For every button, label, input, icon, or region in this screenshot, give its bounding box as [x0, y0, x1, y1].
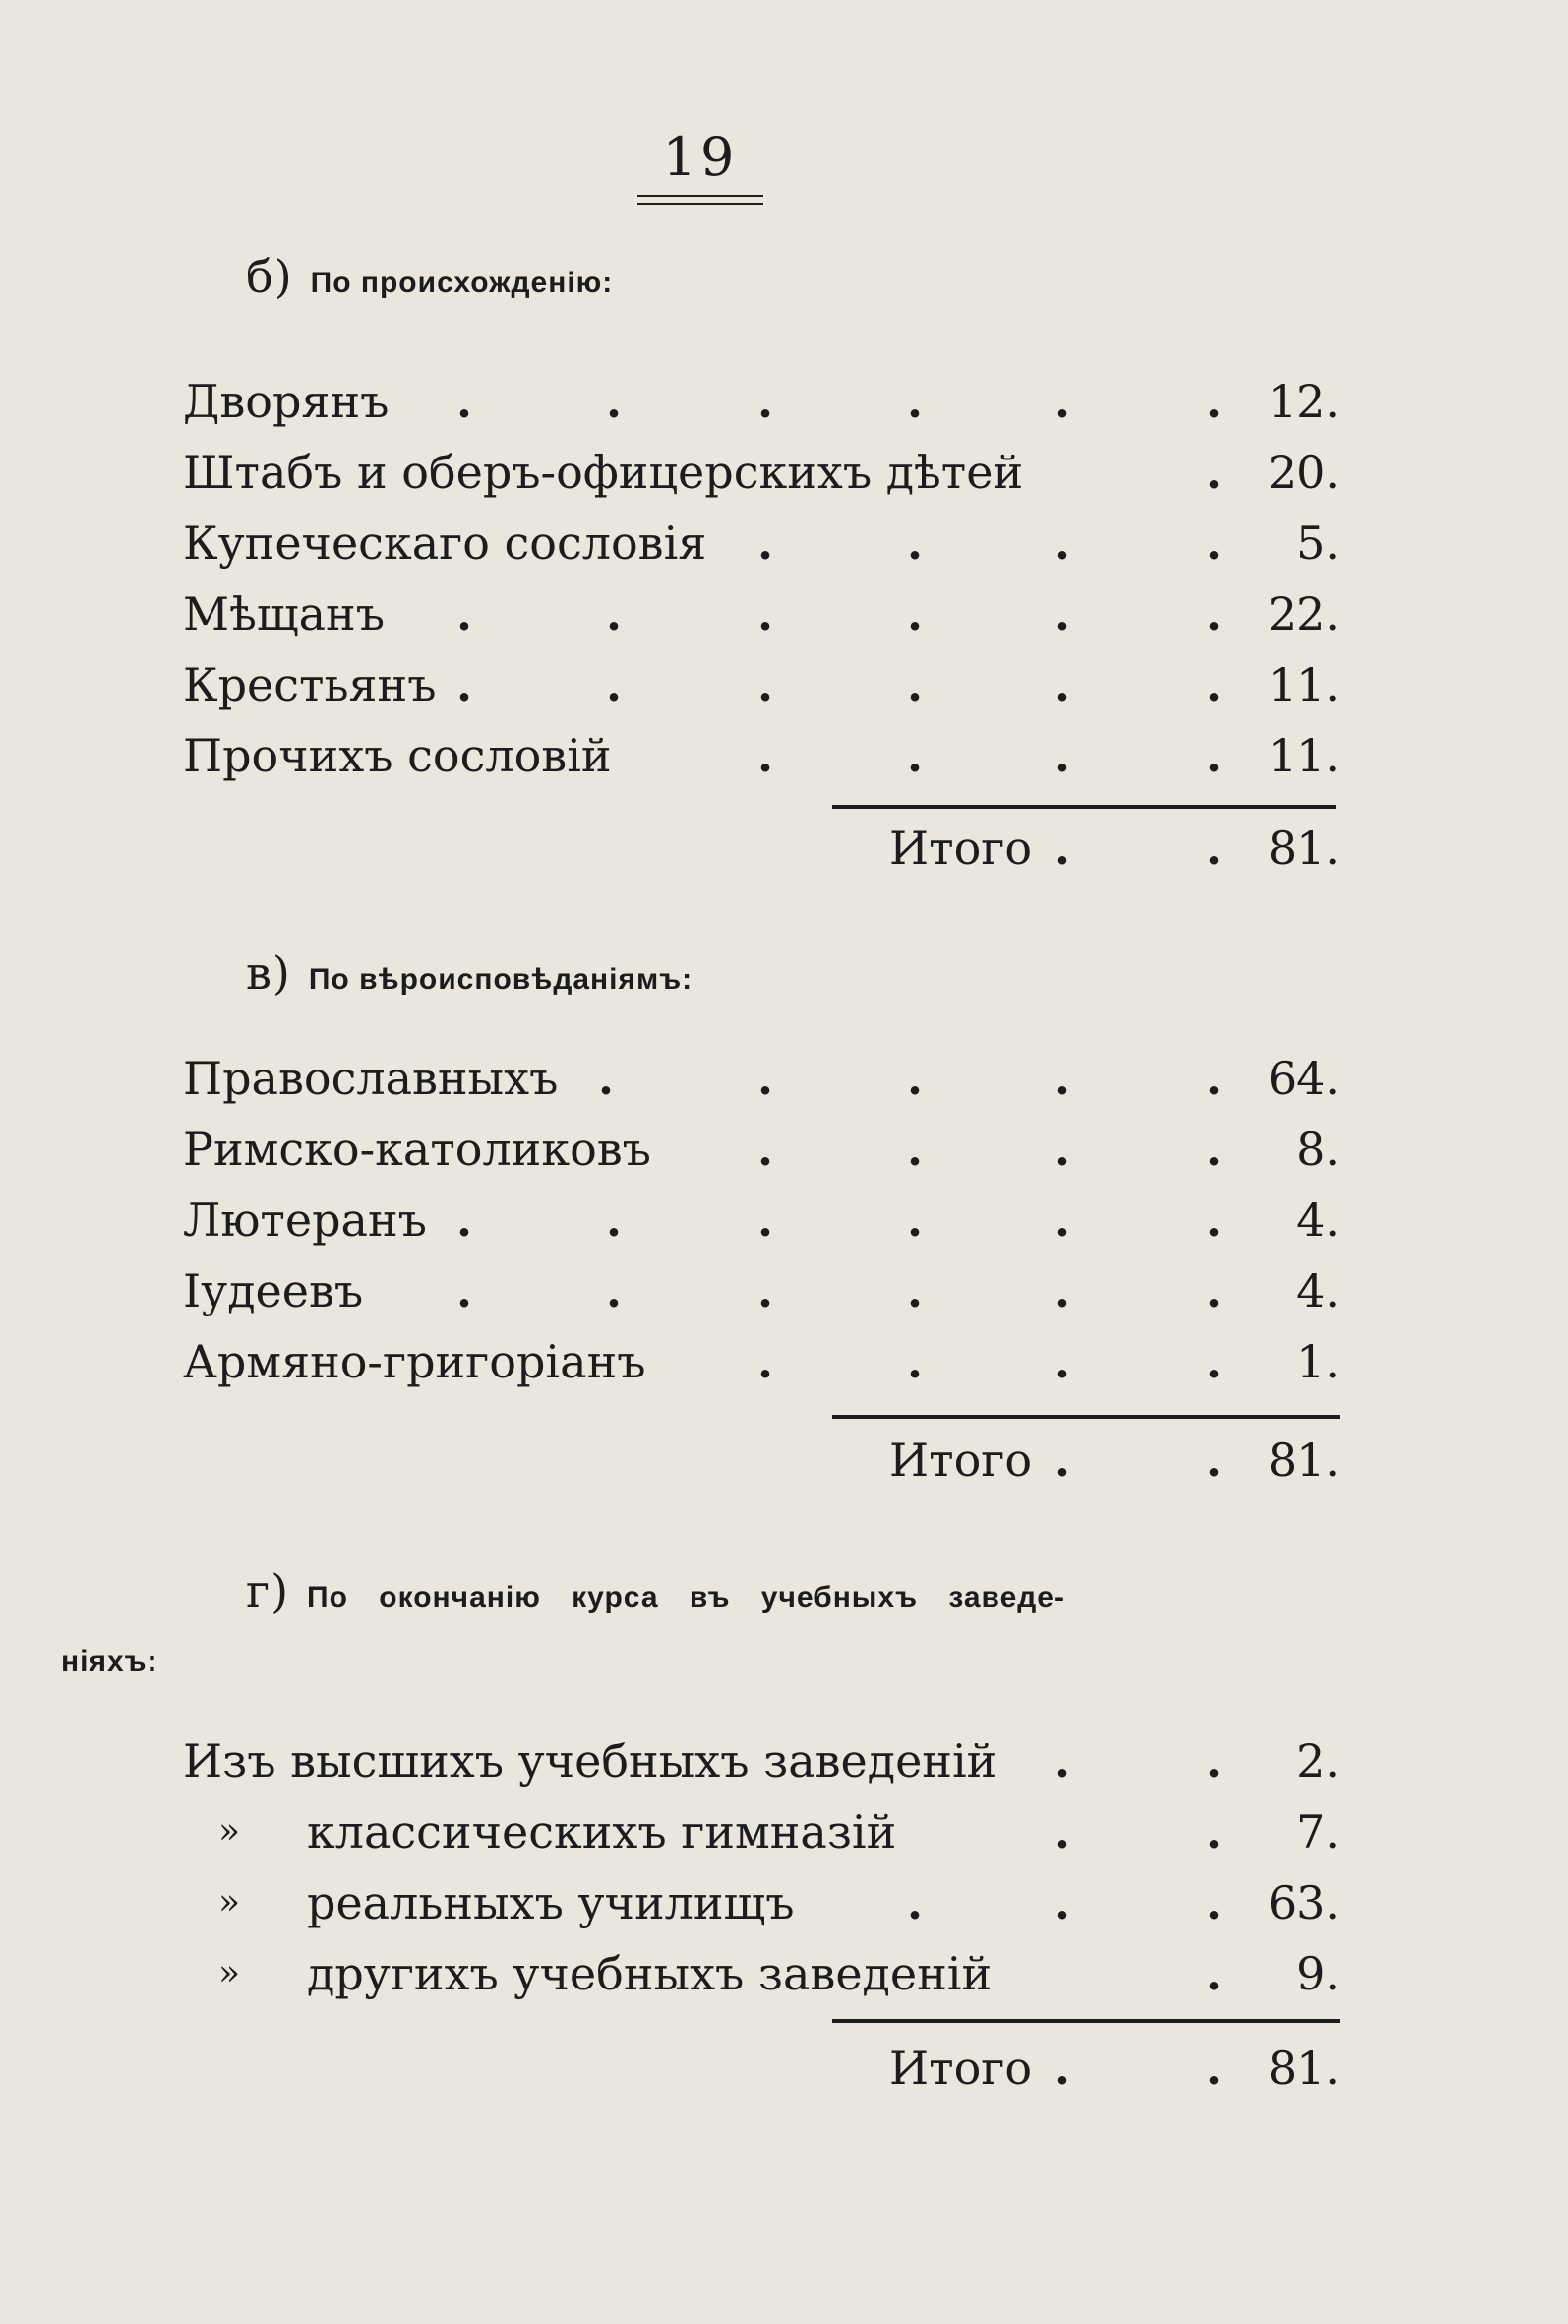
row-value: 5.: [1297, 517, 1340, 570]
page-number-rule-bottom: [637, 203, 763, 205]
list-item: [183, 584, 1340, 643]
row-value: 8.: [1297, 1123, 1340, 1176]
list-item: [183, 1873, 1340, 1932]
list-item: [183, 1332, 1340, 1391]
row-label: классическихъ гимназій: [307, 1805, 897, 1859]
section-title: По окончанію курса въ учебныхъ заведе-: [307, 1581, 1065, 1614]
leader-dots: . . . .: [757, 1123, 1223, 1176]
row-value: 4.: [1297, 1193, 1340, 1247]
total-label: Итого: [889, 2042, 1033, 2095]
list-item: [183, 1944, 1340, 2003]
row-value: 20.: [1267, 446, 1340, 499]
list-item: [183, 1120, 1340, 1179]
total-rule: [832, 805, 1336, 809]
row-value: 12.: [1267, 375, 1340, 428]
row-value: 11.: [1267, 729, 1340, 782]
total-value: 81.: [1267, 2042, 1340, 2095]
leader-dots: . . . .: [757, 517, 1223, 570]
list-item: [183, 372, 1340, 431]
leader-dots: . . .: [907, 1876, 1223, 1929]
row-value: 63.: [1267, 1876, 1340, 1929]
row-label: Іудеевъ: [183, 1264, 364, 1317]
row-label: Армяно-григоріанъ: [183, 1335, 646, 1388]
list-item: [183, 1191, 1340, 1250]
leader-dots: . . . . . .: [456, 658, 1223, 711]
leader-dots: . . . . . .: [456, 375, 1223, 428]
leader-dots: . . . . . .: [456, 1264, 1223, 1317]
row-label: Прочихъ сословій: [183, 729, 612, 782]
row-value: 1.: [1297, 1335, 1340, 1388]
row-value: 22.: [1267, 587, 1340, 641]
row-value: 9.: [1297, 1947, 1340, 2000]
row-value: 11.: [1267, 658, 1340, 711]
section-title: По происхожденію:: [310, 267, 614, 299]
leader-dot: .: [1206, 822, 1223, 875]
leader-dots: . . . . . .: [456, 587, 1223, 641]
section-heading-origin: [246, 250, 613, 303]
ditto-mark: »: [218, 1811, 241, 1852]
list-item: [183, 655, 1340, 714]
row-label: Православныхъ: [183, 1052, 559, 1105]
row-label: реальныхъ училищъ: [307, 1876, 795, 1929]
row-label: Изъ высшихъ учебныхъ заведеній: [183, 1735, 997, 1788]
section-heading-education: [246, 1564, 1338, 1618]
leader-dots: . .: [1055, 1805, 1223, 1859]
ditto-mark: »: [218, 1953, 241, 1993]
section-letter: в): [246, 947, 291, 1000]
row-label: Штабъ и оберъ-офицерскихъ дѣтей: [183, 446, 1024, 499]
row-label: Дворянъ: [183, 375, 390, 428]
row-label: Мѣщанъ: [183, 587, 385, 641]
total-label: Итого: [889, 822, 1033, 875]
list-item: [183, 1732, 1340, 1791]
row-label: Крестьянъ: [183, 658, 437, 711]
leader-dot: .: [1206, 1434, 1223, 1487]
total-value: 81.: [1267, 822, 1340, 875]
leader-dot: .: [1055, 822, 1071, 875]
row-value: 4.: [1297, 1264, 1340, 1317]
row-label: другихъ учебныхъ заведеній: [307, 1947, 993, 2000]
row-label: Римско-католиковъ: [183, 1123, 651, 1176]
page-number-rule-top: [637, 195, 763, 197]
leader-dot: .: [1055, 2042, 1071, 2095]
list-item: [183, 1049, 1340, 1108]
leader-dots: . . . . .: [598, 1052, 1223, 1105]
section-heading-religion: [246, 947, 693, 1000]
leader-dot: .: [1206, 2042, 1223, 2095]
section-title-continuation: ніяхъ:: [61, 1645, 158, 1678]
leader-dots: .: [1206, 1947, 1223, 2000]
row-label: Лютеранъ: [183, 1193, 427, 1247]
leader-dots: .: [1206, 446, 1223, 499]
list-item: [183, 514, 1340, 573]
page-number: 19: [662, 126, 739, 188]
total-rule: [832, 2019, 1340, 2023]
leader-dots: . .: [1055, 1735, 1223, 1788]
row-label: Купеческаго сословія: [183, 517, 707, 570]
ditto-mark: »: [218, 1882, 241, 1923]
section-letter: г): [246, 1564, 290, 1618]
row-value: 2.: [1297, 1735, 1340, 1788]
total-label: Итого: [889, 1434, 1033, 1487]
total-value: 81.: [1267, 1434, 1340, 1487]
leader-dots: . . . . . .: [456, 1193, 1223, 1247]
section-letter: б): [246, 250, 293, 303]
leader-dots: . . . .: [757, 1335, 1223, 1388]
list-item: [183, 1261, 1340, 1320]
section-title: По вѣроисповѣданіямъ:: [308, 963, 694, 996]
list-item: [183, 443, 1340, 502]
leader-dot: .: [1055, 1434, 1071, 1487]
leader-dots: . . . .: [757, 729, 1223, 782]
list-item: [183, 726, 1340, 785]
list-item: [183, 1803, 1340, 1862]
total-rule: [832, 1415, 1340, 1419]
row-value: 7.: [1297, 1805, 1340, 1859]
row-value: 64.: [1267, 1052, 1340, 1105]
